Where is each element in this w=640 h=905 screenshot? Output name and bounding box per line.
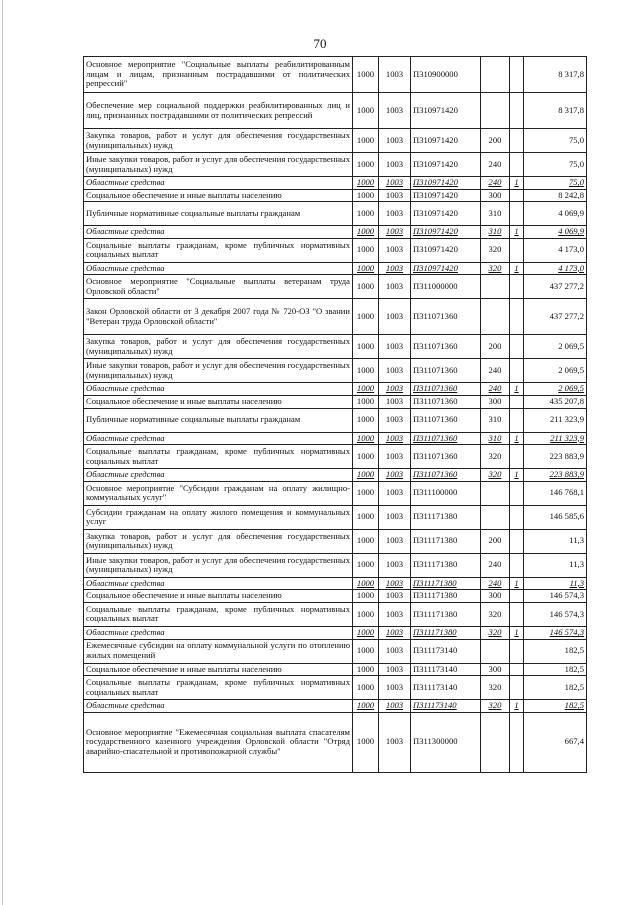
table-row <box>84 359 587 383</box>
row-label: Социальные выплаты гражданам, кроме публичных нормативных социальных выплат <box>84 238 353 262</box>
table-row <box>84 408 587 432</box>
funding-source-code <box>510 93 524 129</box>
funding-source-code <box>510 639 524 663</box>
funding-source-code <box>510 238 524 262</box>
row-label: Закупка товаров, работ и услуг для обеспечения государственных (муниципальных) нужд <box>84 529 353 553</box>
row-label: Социальные выплаты гражданам, кроме публичных нормативных социальных выплат <box>84 445 353 469</box>
section-code: 1000 <box>353 481 379 505</box>
table-row <box>84 275 587 299</box>
target-article-code: П311171380 <box>411 626 481 639</box>
funding-source-code <box>510 529 524 553</box>
row-label: Областные средства <box>84 577 353 590</box>
subsection-code: 1003 <box>379 395 411 408</box>
row-label: Социальные выплаты гражданам, кроме публичных нормативных социальных выплат <box>84 602 353 626</box>
expense-type-code <box>481 639 510 663</box>
row-label: Ежемесячные субсидии на оплату коммунальной услуги по отоплению жилых помещений <box>84 639 353 663</box>
funding-source-code <box>510 481 524 505</box>
table-row-regional-funds <box>84 262 587 275</box>
section-code: 1000 <box>353 359 379 383</box>
row-label: Основное мероприятие "Социальные выплаты реабилитированным лицам и лицам, признанным пострадавшими от политических репрессий" <box>84 57 353 93</box>
funding-source-code <box>510 590 524 603</box>
funding-source-code <box>510 57 524 93</box>
row-label: Публичные нормативные социальные выплаты гражданам <box>84 202 353 226</box>
row-label: Областные средства <box>84 469 353 482</box>
funding-source-code <box>510 663 524 676</box>
expense-type-code: 300 <box>481 590 510 603</box>
subsection-code: 1003 <box>379 335 411 359</box>
section-code: 1000 <box>353 505 379 529</box>
row-label: Публичные нормативные социальные выплаты гражданам <box>84 408 353 432</box>
funding-source-code: 1 <box>510 626 524 639</box>
funding-source-code <box>510 676 524 700</box>
amount-value: 182,5 <box>524 700 587 713</box>
table-row <box>84 602 587 626</box>
row-label: Областные средства <box>84 226 353 239</box>
subsection-code: 1003 <box>379 676 411 700</box>
subsection-code: 1003 <box>379 359 411 383</box>
row-label: Областные средства <box>84 700 353 713</box>
amount-value: 667,4 <box>524 712 587 772</box>
expense-type-code: 320 <box>481 238 510 262</box>
section-code: 1000 <box>353 335 379 359</box>
amount-value: 211 323,9 <box>524 432 587 445</box>
target-article-code: П310971420 <box>411 153 481 177</box>
section-code: 1000 <box>353 445 379 469</box>
section-code: 1000 <box>353 432 379 445</box>
row-label: Областные средства <box>84 432 353 445</box>
section-code: 1000 <box>353 226 379 239</box>
amount-value: 75,0 <box>524 177 587 190</box>
target-article-code: П311173140 <box>411 639 481 663</box>
subsection-code: 1003 <box>379 299 411 335</box>
amount-value: 223 883,9 <box>524 469 587 482</box>
subsection-code: 1003 <box>379 57 411 93</box>
funding-source-code <box>510 445 524 469</box>
expense-type-code: 240 <box>481 177 510 190</box>
target-article-code: П310900000 <box>411 57 481 93</box>
target-article-code: П310971420 <box>411 189 481 202</box>
target-article-code: П311171380 <box>411 505 481 529</box>
expense-type-code: 300 <box>481 663 510 676</box>
section-code: 1000 <box>353 602 379 626</box>
target-article-code: П311071360 <box>411 408 481 432</box>
subsection-code: 1003 <box>379 712 411 772</box>
table-row <box>84 238 587 262</box>
subsection-code: 1003 <box>379 663 411 676</box>
expense-type-code: 310 <box>481 408 510 432</box>
section-code: 1000 <box>353 700 379 713</box>
target-article-code: П311173140 <box>411 663 481 676</box>
subsection-code: 1003 <box>379 432 411 445</box>
funding-source-code <box>510 408 524 432</box>
row-label: Социальное обеспечение и иные выплаты населению <box>84 590 353 603</box>
row-label: Социальное обеспечение и иные выплаты населению <box>84 395 353 408</box>
expense-type-code: 320 <box>481 626 510 639</box>
expense-type-code: 320 <box>481 262 510 275</box>
funding-source-code: 1 <box>510 262 524 275</box>
target-article-code: П311071360 <box>411 335 481 359</box>
table-row <box>84 189 587 202</box>
section-code: 1000 <box>353 57 379 93</box>
subsection-code: 1003 <box>379 469 411 482</box>
funding-source-code <box>510 395 524 408</box>
subsection-code: 1003 <box>379 189 411 202</box>
funding-source-code <box>510 553 524 577</box>
amount-value: 4 173,0 <box>524 262 587 275</box>
expense-type-code: 200 <box>481 529 510 553</box>
funding-source-code <box>510 202 524 226</box>
row-label: Закупка товаров, работ и услуг для обеспечения государственных (муниципальных) нужд <box>84 335 353 359</box>
subsection-code: 1003 <box>379 445 411 469</box>
row-label: Обеспечение мер социальной поддержки реабилитированных лиц и лиц, признанных пострадавшими от политических репрессий <box>84 93 353 129</box>
funding-source-code <box>510 153 524 177</box>
section-code: 1000 <box>353 639 379 663</box>
expense-type-code: 240 <box>481 359 510 383</box>
table-row <box>84 639 587 663</box>
amount-value: 146 768,1 <box>524 481 587 505</box>
table-row <box>84 202 587 226</box>
amount-value: 437 277,2 <box>524 299 587 335</box>
row-label: Социальное обеспечение и иные выплаты населению <box>84 189 353 202</box>
expense-type-code: 310 <box>481 432 510 445</box>
funding-source-code <box>510 505 524 529</box>
subsection-code: 1003 <box>379 602 411 626</box>
section-code: 1000 <box>353 577 379 590</box>
expense-type-code <box>481 481 510 505</box>
subsection-code: 1003 <box>379 238 411 262</box>
section-code: 1000 <box>353 676 379 700</box>
subsection-code: 1003 <box>379 529 411 553</box>
expense-type-code <box>481 505 510 529</box>
target-article-code: П311071360 <box>411 395 481 408</box>
subsection-code: 1003 <box>379 226 411 239</box>
amount-value: 437 277,2 <box>524 275 587 299</box>
target-article-code: П311071360 <box>411 383 481 396</box>
section-code: 1000 <box>353 712 379 772</box>
subsection-code: 1003 <box>379 577 411 590</box>
section-code: 1000 <box>353 383 379 396</box>
amount-value: 8 317,8 <box>524 57 587 93</box>
amount-value: 146 574,3 <box>524 602 587 626</box>
target-article-code: П310971420 <box>411 262 481 275</box>
amount-value: 4 069,9 <box>524 226 587 239</box>
expense-type-code: 320 <box>481 700 510 713</box>
subsection-code: 1003 <box>379 275 411 299</box>
amount-value: 11,3 <box>524 529 587 553</box>
table-row-regional-funds <box>84 577 587 590</box>
amount-value: 223 883,9 <box>524 445 587 469</box>
table-row <box>84 129 587 153</box>
table-row <box>84 299 587 335</box>
table-row <box>84 505 587 529</box>
table-row-regional-funds <box>84 226 587 239</box>
expense-type-code: 310 <box>481 226 510 239</box>
table-row <box>84 676 587 700</box>
target-article-code: П311100000 <box>411 481 481 505</box>
expense-type-code: 310 <box>481 202 510 226</box>
target-article-code: П311000000 <box>411 275 481 299</box>
expense-type-code: 240 <box>481 383 510 396</box>
row-label: Областные средства <box>84 626 353 639</box>
section-code: 1000 <box>353 275 379 299</box>
expense-type-code <box>481 93 510 129</box>
target-article-code: П311171380 <box>411 529 481 553</box>
amount-value: 4 173,0 <box>524 238 587 262</box>
section-code: 1000 <box>353 262 379 275</box>
table-row <box>84 712 587 772</box>
amount-value: 11,3 <box>524 577 587 590</box>
target-article-code: П311171380 <box>411 577 481 590</box>
table-row <box>84 93 587 129</box>
row-label: Основное мероприятие "Социальные выплаты ветеранам труда Орловской области" <box>84 275 353 299</box>
row-label: Закон Орловской области от 3 декабря 2007 года № 720-ОЗ "О звании "Ветеран труда Орловской области" <box>84 299 353 335</box>
expense-type-code: 320 <box>481 469 510 482</box>
table-row <box>84 663 587 676</box>
table-row <box>84 395 587 408</box>
amount-value: 182,5 <box>524 639 587 663</box>
amount-value: 8 317,8 <box>524 93 587 129</box>
target-article-code: П311171380 <box>411 590 481 603</box>
subsection-code: 1003 <box>379 408 411 432</box>
funding-source-code <box>510 335 524 359</box>
expense-type-code <box>481 275 510 299</box>
page-edge-rule <box>2 0 3 905</box>
expense-type-code: 240 <box>481 553 510 577</box>
row-label: Социальное обеспечение и иные выплаты населению <box>84 663 353 676</box>
target-article-code: П311071360 <box>411 299 481 335</box>
subsection-code: 1003 <box>379 93 411 129</box>
expense-type-code <box>481 57 510 93</box>
subsection-code: 1003 <box>379 383 411 396</box>
funding-source-code: 1 <box>510 383 524 396</box>
subsection-code: 1003 <box>379 481 411 505</box>
amount-value: 2 069,5 <box>524 335 587 359</box>
target-article-code: П311173140 <box>411 676 481 700</box>
table-row <box>84 57 587 93</box>
table-row-regional-funds <box>84 177 587 190</box>
table-row <box>84 553 587 577</box>
subsection-code: 1003 <box>379 202 411 226</box>
amount-value: 4 069,9 <box>524 202 587 226</box>
expense-type-code: 320 <box>481 602 510 626</box>
row-label: Закупка товаров, работ и услуг для обеспечения государственных (муниципальных) нужд <box>84 129 353 153</box>
amount-value: 182,5 <box>524 663 587 676</box>
expense-type-code: 320 <box>481 676 510 700</box>
subsection-code: 1003 <box>379 262 411 275</box>
subsection-code: 1003 <box>379 129 411 153</box>
expense-type-code: 200 <box>481 129 510 153</box>
table-row-regional-funds <box>84 383 587 396</box>
amount-value: 75,0 <box>524 153 587 177</box>
subsection-code: 1003 <box>379 505 411 529</box>
section-code: 1000 <box>353 626 379 639</box>
target-article-code: П311171380 <box>411 553 481 577</box>
row-label: Основное мероприятие "Ежемесячная социальная выплата спасателям государственного казенного учреждения Орловской области "Отряд аварийно-спасательной и противопожарной службы" <box>84 712 353 772</box>
amount-value: 435 207,8 <box>524 395 587 408</box>
table-row-regional-funds <box>84 432 587 445</box>
target-article-code: П311071360 <box>411 445 481 469</box>
funding-source-code <box>510 299 524 335</box>
subsection-code: 1003 <box>379 639 411 663</box>
section-code: 1000 <box>353 529 379 553</box>
row-label: Иные закупки товаров, работ и услуг для обеспечения государственных (муниципальных) нужд <box>84 153 353 177</box>
target-article-code: П311071360 <box>411 359 481 383</box>
table-row <box>84 481 587 505</box>
amount-value: 146 585,6 <box>524 505 587 529</box>
target-article-code: П310971420 <box>411 177 481 190</box>
table-row-regional-funds <box>84 469 587 482</box>
funding-source-code <box>510 602 524 626</box>
amount-value: 182,5 <box>524 676 587 700</box>
section-code: 1000 <box>353 202 379 226</box>
amount-value: 75,0 <box>524 129 587 153</box>
expense-type-code: 240 <box>481 577 510 590</box>
expense-type-code: 320 <box>481 445 510 469</box>
table-row-regional-funds <box>84 700 587 713</box>
target-article-code: П310971420 <box>411 226 481 239</box>
section-code: 1000 <box>353 153 379 177</box>
funding-source-code: 1 <box>510 177 524 190</box>
subsection-code: 1003 <box>379 590 411 603</box>
section-code: 1000 <box>353 189 379 202</box>
amount-value: 2 069,5 <box>524 383 587 396</box>
expense-type-code: 240 <box>481 153 510 177</box>
section-code: 1000 <box>353 663 379 676</box>
funding-source-code: 1 <box>510 469 524 482</box>
row-label: Основное мероприятие "Субсидии гражданам на оплату жилищно-коммунальных услуг" <box>84 481 353 505</box>
row-label: Областные средства <box>84 262 353 275</box>
target-article-code: П310971420 <box>411 202 481 226</box>
amount-value: 211 323,9 <box>524 408 587 432</box>
subsection-code: 1003 <box>379 153 411 177</box>
table-row <box>84 153 587 177</box>
funding-source-code <box>510 129 524 153</box>
funding-source-code <box>510 712 524 772</box>
subsection-code: 1003 <box>379 700 411 713</box>
expense-type-code: 300 <box>481 395 510 408</box>
budget-table <box>83 56 587 773</box>
section-code: 1000 <box>353 238 379 262</box>
subsection-code: 1003 <box>379 177 411 190</box>
target-article-code: П311173140 <box>411 700 481 713</box>
funding-source-code: 1 <box>510 432 524 445</box>
section-code: 1000 <box>353 553 379 577</box>
funding-source-code: 1 <box>510 226 524 239</box>
row-label: Иные закупки товаров, работ и услуг для обеспечения государственных (муниципальных) нужд <box>84 359 353 383</box>
amount-value: 8 242,8 <box>524 189 587 202</box>
target-article-code: П311171380 <box>411 602 481 626</box>
funding-source-code <box>510 189 524 202</box>
expense-type-code: 300 <box>481 189 510 202</box>
funding-source-code: 1 <box>510 577 524 590</box>
section-code: 1000 <box>353 177 379 190</box>
row-label: Субсидии гражданам на оплату жилого помещения и коммунальных услуг <box>84 505 353 529</box>
target-article-code: П310971420 <box>411 129 481 153</box>
target-article-code: П311071360 <box>411 432 481 445</box>
expense-type-code <box>481 712 510 772</box>
subsection-code: 1003 <box>379 553 411 577</box>
row-label: Областные средства <box>84 383 353 396</box>
table-row-regional-funds <box>84 626 587 639</box>
funding-source-code <box>510 359 524 383</box>
row-label: Иные закупки товаров, работ и услуг для обеспечения государственных (муниципальных) нужд <box>84 553 353 577</box>
amount-value: 2 069,5 <box>524 359 587 383</box>
amount-value: 146 574,3 <box>524 626 587 639</box>
section-code: 1000 <box>353 590 379 603</box>
funding-source-code <box>510 275 524 299</box>
section-code: 1000 <box>353 129 379 153</box>
table-row <box>84 529 587 553</box>
funding-source-code: 1 <box>510 700 524 713</box>
target-article-code: П311071360 <box>411 469 481 482</box>
table-row <box>84 445 587 469</box>
amount-value: 11,3 <box>524 553 587 577</box>
table-row <box>84 335 587 359</box>
expense-type-code <box>481 299 510 335</box>
target-article-code: П310971420 <box>411 93 481 129</box>
target-article-code: П310971420 <box>411 238 481 262</box>
expense-type-code: 200 <box>481 335 510 359</box>
section-code: 1000 <box>353 408 379 432</box>
amount-value: 146 574,3 <box>524 590 587 603</box>
section-code: 1000 <box>353 93 379 129</box>
page-number: 70 <box>313 36 327 51</box>
section-code: 1000 <box>353 469 379 482</box>
target-article-code: П311300000 <box>411 712 481 772</box>
table-row <box>84 590 587 603</box>
row-label: Социальные выплаты гражданам, кроме публичных нормативных социальных выплат <box>84 676 353 700</box>
subsection-code: 1003 <box>379 626 411 639</box>
section-code: 1000 <box>353 299 379 335</box>
section-code: 1000 <box>353 395 379 408</box>
row-label: Областные средства <box>84 177 353 190</box>
